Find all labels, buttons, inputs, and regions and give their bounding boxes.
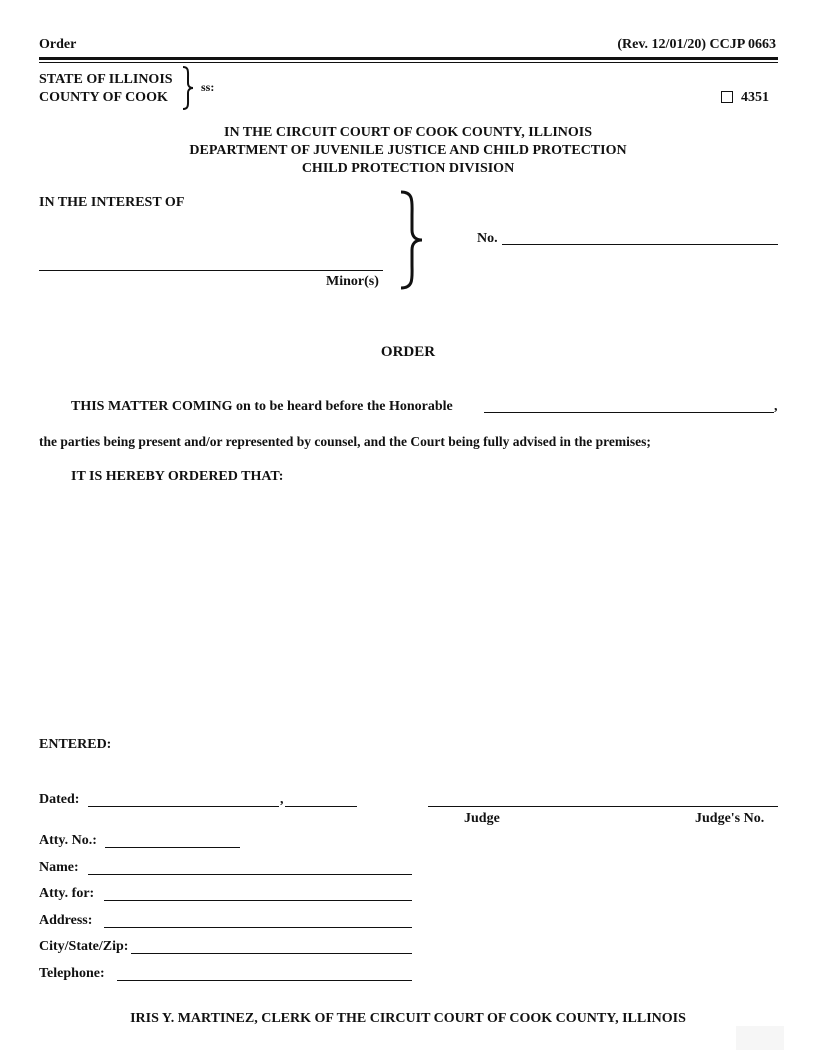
atty-for-line[interactable] bbox=[104, 900, 412, 901]
atty-for-label: Atty. for: bbox=[39, 886, 95, 901]
ss-label: ss: bbox=[201, 80, 215, 94]
ordered-text: IT IS HEREBY ORDERED THAT: bbox=[71, 469, 284, 484]
atty-no-line[interactable] bbox=[105, 847, 240, 848]
dated-year-line[interactable] bbox=[285, 806, 357, 807]
order-title: ORDER bbox=[380, 344, 436, 360]
venue-county: COUNTY OF COOK bbox=[39, 90, 168, 105]
judge-name-line[interactable] bbox=[484, 412, 774, 413]
dated-month-line[interactable] bbox=[88, 806, 279, 807]
minors-label: Minor(s) bbox=[326, 274, 379, 289]
name-line[interactable] bbox=[88, 874, 412, 875]
caption-brace-icon bbox=[396, 190, 426, 290]
venue-brace-icon bbox=[180, 66, 196, 110]
form-number: 4351 bbox=[741, 90, 769, 105]
matter-comma: , bbox=[774, 399, 778, 414]
court-division: CHILD PROTECTION DIVISION bbox=[301, 161, 515, 176]
page-corner bbox=[736, 1026, 784, 1050]
address-label: Address: bbox=[39, 913, 93, 928]
form-checkbox[interactable] bbox=[721, 91, 733, 103]
dated-comma: , bbox=[280, 792, 284, 807]
court-name: IN THE CIRCUIT COURT OF COOK COUNTY, ILLINOIS bbox=[224, 125, 592, 140]
in-the-interest-of: IN THE INTEREST OF bbox=[39, 195, 185, 210]
judge-signature-line[interactable] bbox=[428, 806, 778, 807]
matter-coming-text: THIS MATTER COMING on to be heard before the Honorable bbox=[71, 399, 453, 414]
dated-label: Dated: bbox=[39, 792, 80, 807]
entered-label: ENTERED: bbox=[39, 737, 112, 752]
address-line[interactable] bbox=[104, 927, 412, 928]
judges-number-label: Judge's No. bbox=[695, 811, 765, 826]
city-state-zip-line[interactable] bbox=[131, 953, 412, 954]
judge-label: Judge bbox=[464, 811, 500, 826]
case-number-line[interactable] bbox=[502, 244, 778, 245]
case-number-label: No. bbox=[477, 231, 498, 246]
parties-text: the parties being present and/or represented by counsel, and the Court being fully advised in the premises; bbox=[39, 434, 651, 449]
venue-state: STATE OF ILLINOIS bbox=[39, 72, 173, 87]
form-type-label: Order bbox=[39, 37, 77, 52]
minor-name-line[interactable] bbox=[39, 270, 383, 271]
atty-no-label: Atty. No.: bbox=[39, 833, 97, 848]
clerk-footer: IRIS Y. MARTINEZ, CLERK OF THE CIRCUIT COURT OF COOK COUNTY, ILLINOIS bbox=[130, 1011, 686, 1026]
name-label: Name: bbox=[39, 860, 79, 875]
revision-code: (Rev. 12/01/20) CCJP 0663 bbox=[617, 37, 776, 52]
telephone-label: Telephone: bbox=[39, 966, 105, 981]
header-rule-thick bbox=[39, 57, 778, 60]
telephone-line[interactable] bbox=[117, 980, 412, 981]
header-rule-thin bbox=[39, 62, 778, 63]
city-state-zip-label: City/State/Zip: bbox=[39, 939, 129, 954]
court-department: DEPARTMENT OF JUVENILE JUSTICE AND CHILD PROTECTION bbox=[189, 143, 627, 158]
